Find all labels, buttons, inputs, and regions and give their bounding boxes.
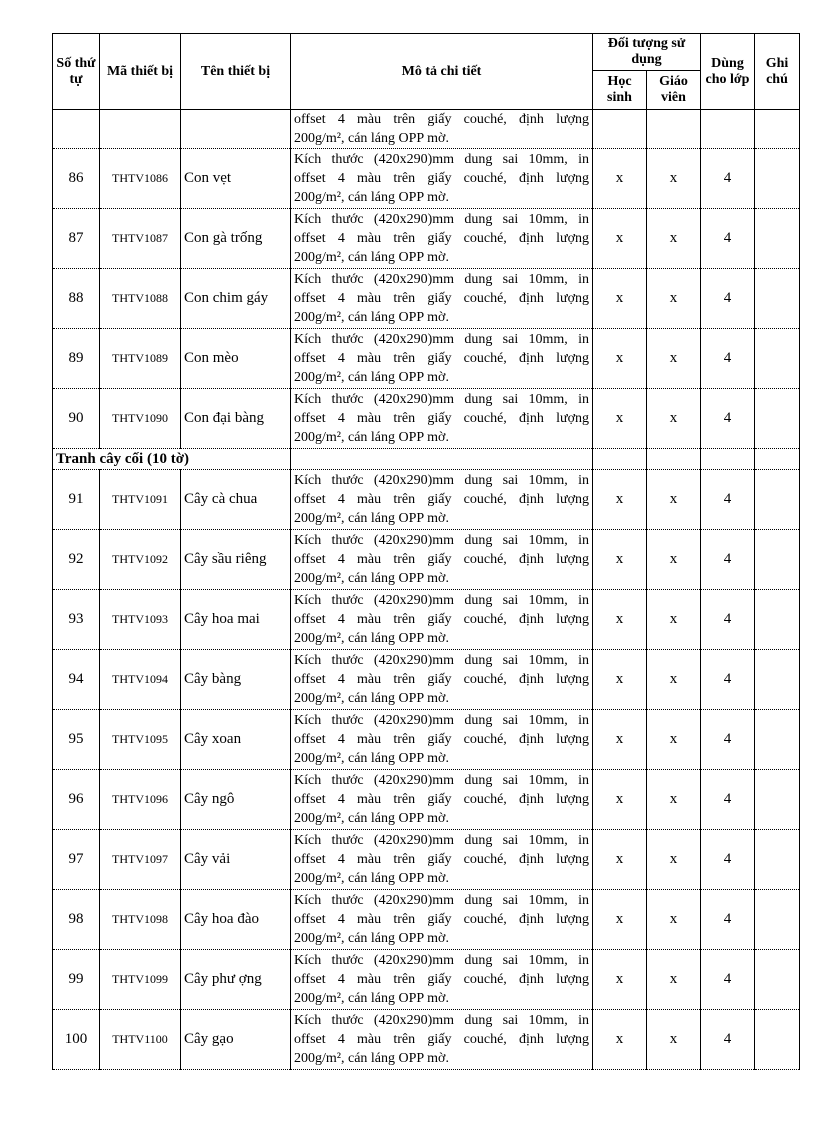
cell-number: 99 [53,950,100,1010]
cell-description [291,149,593,209]
table-row [53,590,800,650]
table-row [53,890,800,950]
cell-grade: 4 [701,650,755,710]
table-row [53,470,800,530]
cell-note [755,149,800,209]
table-row [53,1010,800,1070]
cell-grade: 4 [701,950,755,1010]
cell-description [291,590,593,650]
cell-student: x [593,890,647,950]
cell-name: Con chim gáy [181,269,291,329]
cell-note [755,1010,800,1070]
cell-student: x [593,830,647,890]
cell-note [755,890,800,950]
cell-grade: 4 [701,830,755,890]
cell-note [755,950,800,1010]
cell-teacher: x [647,650,701,710]
cell-name: Cây cà chua [181,470,291,530]
cell-description [291,329,593,389]
header-stt: Số thứ tự [53,34,100,110]
desc-line: offset 4 màu trên giấy couché, định lượng [294,792,589,807]
cell-code: THTV1091 [100,470,181,530]
table-row [53,650,800,710]
cell-teacher: x [647,890,701,950]
cell-number: 92 [53,530,100,590]
desc-line: 200g/m², cán láng OPP mờ. [294,131,449,146]
cell-teacher: x [647,470,701,530]
cell-number: 97 [53,830,100,890]
cell-grade: 4 [701,710,755,770]
cell-name: Cây phư ợng [181,950,291,1010]
cell-description [291,950,593,1010]
desc-line: 200g/m², cán láng OPP mờ. [294,571,449,586]
header-target: Đối tượng sử dụng [593,34,701,71]
cell-teacher: x [647,389,701,449]
cell-grade: 4 [701,149,755,209]
cell-note [755,389,800,449]
cell-code: THTV1087 [100,209,181,269]
cell-code: THTV1100 [100,1010,181,1070]
table-row [53,149,800,209]
cell-number: 95 [53,710,100,770]
desc-line: offset 4 màu trên giấy couché, định lượng [294,291,589,306]
cell-description [291,1010,593,1070]
desc-line: 200g/m², cán láng OPP mờ. [294,931,449,946]
cell-student: x [593,650,647,710]
desc-line: Kích thước (420x290)mm dung sai 10mm, in [294,833,589,848]
cell-student: x [593,710,647,770]
cell-student: x [593,269,647,329]
desc-line: Kích thước (420x290)mm dung sai 10mm, in [294,533,589,548]
cell-code: THTV1093 [100,590,181,650]
header-code: Mã thiết bị [100,34,181,110]
cell-code: THTV1089 [100,329,181,389]
cell-note [755,710,800,770]
desc-line: offset 4 màu trên giấy couché, định lượng [294,231,589,246]
cell-note [755,590,800,650]
desc-line: Kích thước (420x290)mm dung sai 10mm, in [294,392,589,407]
cell-name: Cây gạo [181,1010,291,1070]
cell-note [755,329,800,389]
cell-name: Con mèo [181,329,291,389]
desc-line: offset 4 màu trên giấy couché, định lượng [294,171,589,186]
desc-line: 200g/m², cán láng OPP mờ. [294,691,449,706]
desc-line: 200g/m², cán láng OPP mờ. [294,751,449,766]
desc-line: Kích thước (420x290)mm dung sai 10mm, in [294,272,589,287]
table-header [53,34,800,110]
cell-number: 98 [53,890,100,950]
cell-description [291,530,593,590]
desc-line: 200g/m², cán láng OPP mờ. [294,430,449,445]
desc-line: offset 4 màu trên giấy couché, định lượng [294,351,589,366]
section-heading: Tranh cây cối (10 tờ) [53,449,291,470]
table-row [53,770,800,830]
cell-note [755,530,800,590]
cell-teacher: x [647,329,701,389]
cell-code: THTV1097 [100,830,181,890]
cell-grade: 4 [701,890,755,950]
cell-name: Cây ngô [181,770,291,830]
cell-teacher: x [647,710,701,770]
cell-number: 94 [53,650,100,710]
desc-line: Kích thước (420x290)mm dung sai 10mm, in [294,893,589,908]
cell-note [755,209,800,269]
table-row [53,269,800,329]
cell-grade: 4 [701,209,755,269]
desc-line: Kích thước (420x290)mm dung sai 10mm, in [294,953,589,968]
cell-teacher: x [647,950,701,1010]
cell-teacher: x [647,149,701,209]
continuation-desc [291,110,593,149]
cell-description [291,470,593,530]
cell-name: Cây bàng [181,650,291,710]
table-row [53,950,800,1010]
desc-line: offset 4 màu trên giấy couché, định lượng [294,1032,589,1047]
cell-teacher: x [647,209,701,269]
cell-teacher: x [647,1010,701,1070]
cell-student: x [593,1010,647,1070]
cell-student: x [593,590,647,650]
cell-note [755,770,800,830]
cell-number: 96 [53,770,100,830]
cell-description [291,389,593,449]
cell-name: Con vẹt [181,149,291,209]
cell-grade: 4 [701,530,755,590]
desc-line: Kích thước (420x290)mm dung sai 10mm, in [294,1013,589,1028]
cell-note [755,269,800,329]
desc-line: 200g/m², cán láng OPP mờ. [294,1051,449,1066]
desc-line: 200g/m², cán láng OPP mờ. [294,190,449,205]
desc-line: offset 4 màu trên giấy couché, định lượng [294,732,589,747]
cell-student: x [593,329,647,389]
equipment-table [52,33,800,1070]
cell-description [291,650,593,710]
cell-student: x [593,470,647,530]
cell-description [291,710,593,770]
cell-code: THTV1095 [100,710,181,770]
cell-grade: 4 [701,770,755,830]
desc-line: offset 4 màu trên giấy couché, định lượng [294,972,589,987]
cell-code: THTV1094 [100,650,181,710]
desc-line: Kích thước (420x290)mm dung sai 10mm, in [294,773,589,788]
header-name: Tên thiết bị [181,34,291,110]
table-row [53,830,800,890]
table-body [53,110,800,1070]
desc-line: 200g/m², cán láng OPP mờ. [294,631,449,646]
header-student: Học sinh [593,71,647,110]
table-row [53,329,800,389]
desc-line: Kích thước (420x290)mm dung sai 10mm, in [294,713,589,728]
cell-name: Cây hoa đào [181,890,291,950]
header-teacher: Giáo viên [647,71,701,110]
cell-teacher: x [647,770,701,830]
cell-number: 87 [53,209,100,269]
desc-line: Kích thước (420x290)mm dung sai 10mm, in [294,212,589,227]
cell-description [291,830,593,890]
cell-name: Cây sầu riêng [181,530,291,590]
cell-student: x [593,950,647,1010]
table-row [53,710,800,770]
cell-number: 100 [53,1010,100,1070]
cell-name: Cây vải [181,830,291,890]
cell-grade: 4 [701,470,755,530]
cell-grade: 4 [701,590,755,650]
cell-name: Cây hoa mai [181,590,291,650]
desc-line: Kích thước (420x290)mm dung sai 10mm, in [294,653,589,668]
cell-note [755,830,800,890]
cell-student: x [593,770,647,830]
cell-number: 91 [53,470,100,530]
desc-line: 200g/m², cán láng OPP mờ. [294,250,449,265]
desc-line: 200g/m², cán láng OPP mờ. [294,310,449,325]
cell-student: x [593,149,647,209]
desc-line: offset 4 màu trên giấy couché, định lượng [294,411,589,426]
desc-line: offset 4 màu trên giấy couché, định lượng [294,672,589,687]
table-row [53,389,800,449]
header-desc: Mô tả chi tiết [291,34,593,110]
cell-name: Cây xoan [181,710,291,770]
cell-name: Con gà trống [181,209,291,269]
cell-grade: 4 [701,329,755,389]
cell-name: Con đại bàng [181,389,291,449]
cell-teacher: x [647,590,701,650]
cell-description [291,209,593,269]
cell-grade: 4 [701,269,755,329]
cell-teacher: x [647,269,701,329]
cell-description [291,269,593,329]
cell-description [291,770,593,830]
desc-line: 200g/m², cán láng OPP mờ. [294,871,449,886]
table-row [53,530,800,590]
cell-code: THTV1096 [100,770,181,830]
desc-line: offset 4 màu trên giấy couché, định lượng [294,112,589,127]
cell-number: 88 [53,269,100,329]
desc-line: Kích thước (420x290)mm dung sai 10mm, in [294,593,589,608]
desc-line: 200g/m², cán láng OPP mờ. [294,511,449,526]
cell-grade: 4 [701,1010,755,1070]
desc-line: offset 4 màu trên giấy couché, định lượng [294,492,589,507]
cell-student: x [593,209,647,269]
desc-line: Kích thước (420x290)mm dung sai 10mm, in [294,152,589,167]
header-note: Ghi chú [755,34,800,110]
cell-note [755,470,800,530]
cell-student: x [593,530,647,590]
cell-number: 86 [53,149,100,209]
cell-number: 93 [53,590,100,650]
header-grade: Dùng cho lớp [701,34,755,110]
desc-line: Kích thước (420x290)mm dung sai 10mm, in [294,332,589,347]
desc-line: offset 4 màu trên giấy couché, định lượng [294,912,589,927]
cell-code: THTV1090 [100,389,181,449]
continuation-row [53,110,800,149]
desc-line: offset 4 màu trên giấy couché, định lượng [294,612,589,627]
table-row [53,209,800,269]
cell-student: x [593,389,647,449]
desc-line: offset 4 màu trên giấy couché, định lượng [294,552,589,567]
cell-code: THTV1092 [100,530,181,590]
desc-line: 200g/m², cán láng OPP mờ. [294,811,449,826]
cell-description [291,890,593,950]
cell-code: THTV1086 [100,149,181,209]
cell-note [755,650,800,710]
cell-code: THTV1098 [100,890,181,950]
cell-teacher: x [647,830,701,890]
cell-grade: 4 [701,389,755,449]
cell-number: 90 [53,389,100,449]
desc-line: 200g/m², cán láng OPP mờ. [294,991,449,1006]
desc-line: Kích thước (420x290)mm dung sai 10mm, in [294,473,589,488]
cell-teacher: x [647,530,701,590]
cell-code: THTV1099 [100,950,181,1010]
desc-line: offset 4 màu trên giấy couché, định lượng [294,852,589,867]
section-row [53,449,800,470]
cell-code: THTV1088 [100,269,181,329]
cell-number: 89 [53,329,100,389]
desc-line: 200g/m², cán láng OPP mờ. [294,370,449,385]
